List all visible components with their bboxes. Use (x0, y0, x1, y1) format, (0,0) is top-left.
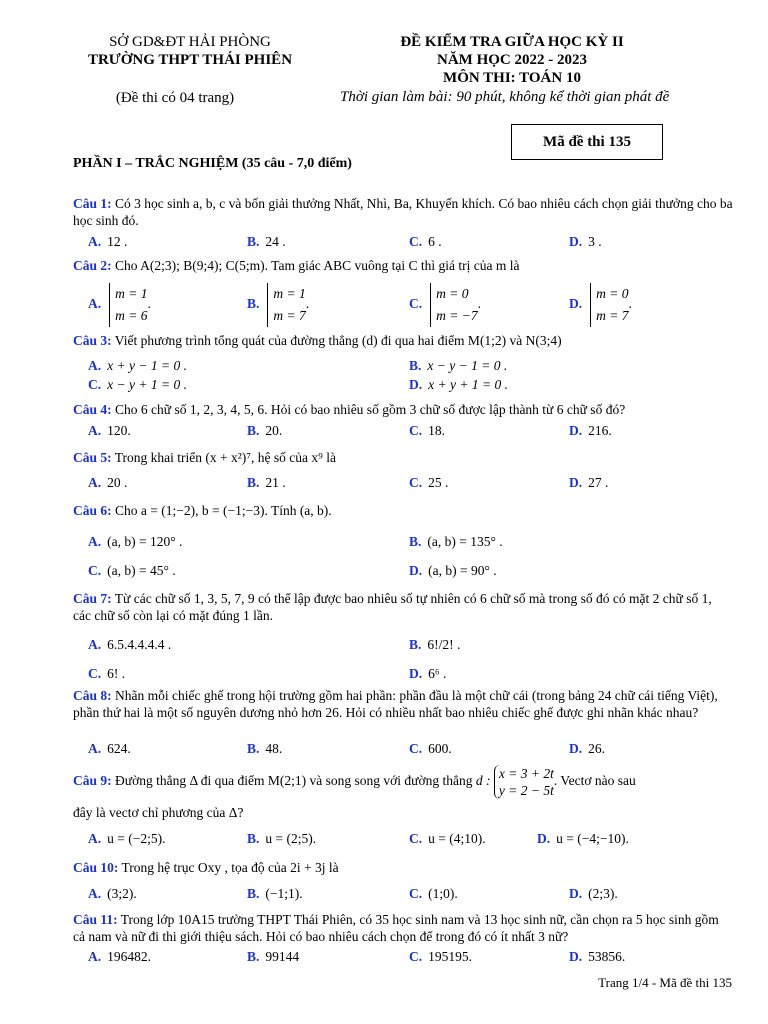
q4-option-b: B. 20. (247, 423, 283, 438)
question-9-line2: đây là vectơ chỉ phương của Δ? (73, 805, 244, 820)
question-text: Trong lớp 10A15 trường THPT Thái Phiên, có 35 học sinh nam và 13 học sinh nữ, cần chọn ra 5 học sinh gồm cả nam và nữ đi thi giới thiệu sách. Hỏi có bao nhiêu cách chọn để trong đó có ít nhất 3 nữ? (73, 912, 719, 944)
q2-option-b: B. m = 1 m = 7 . (247, 283, 309, 327)
q2-option-a: A. m = 1 m = 6 . (88, 283, 151, 327)
q5-option-c: C. 25 . (409, 475, 449, 490)
q6-option-b: B. (a, b) = 135° . (409, 534, 503, 549)
school-year: NĂM HỌC 2022 - 2023 (437, 52, 587, 68)
q9-option-d: D. u = (−4;−10). (537, 831, 629, 846)
q11-option-d: D. 53856. (569, 949, 626, 964)
question-2: Câu 2: Cho A(2;3); B(9;4); C(5;m). Tam giác ABC vuông tại C thì giá trị của m là (73, 258, 520, 273)
question-1: Câu 1: Có 3 học sinh a, b, c và bốn giải thưởng Nhất, Nhì, Ba, Khuyến khích. Có bao nhiêu cách chọn giải thưởng cho ba học sinh đó. (73, 196, 733, 228)
subject-title: MÔN THI: TOÁN 10 (443, 70, 581, 86)
q6-option-c: C. (a, b) = 45° . (88, 563, 176, 578)
question-text: Cho 6 chữ số 1, 2, 3, 4, 5, 6. Hỏi có bao nhiêu số gồm 3 chữ số được lập thành từ 6 chữ số đó? (115, 402, 626, 417)
q4-option-a: A. 120. (88, 423, 131, 438)
q11-option-c: C. 195195. (409, 949, 472, 964)
q4-option-d: D. 216. (569, 423, 612, 438)
q1-option-c: C. 6 . (409, 234, 442, 249)
question-4: Câu 4: Cho 6 chữ số 1, 2, 3, 4, 5, 6. Hỏi có bao nhiêu số gồm 3 chữ số được lập thành từ 6 chữ số đó? (73, 402, 626, 417)
question-text: Nhãn mỗi chiếc ghế trong hội trường gồm hai phần: phần đầu là một chữ cái (trong bảng 24 chữ cái tiếng Việt), phần thứ hai là một số nguyên dương nhỏ hơn 26. Hỏi có nhiều nhất bao nhiêu chiếc ghế được ghi nhãn khác nhau? (73, 688, 718, 720)
q10-option-a: A. (3;2). (88, 886, 137, 901)
q10-option-b: B. (−1;1). (247, 886, 303, 901)
exam-title: ĐỀ KIỂM TRA GIỮA HỌC KỲ II (400, 34, 624, 50)
section-title: PHẦN I – TRẮC NGHIỆM (35 câu - 7,0 điểm) (73, 156, 352, 171)
question-text: Từ các chữ số 1, 3, 5, 7, 9 có thể lập được bao nhiêu số tự nhiên có 6 chữ số mà trong số đó có mặt 2 chữ số 1, các chữ số còn lại có mặt đúng 1 lần. (73, 591, 712, 623)
question-10: Câu 10: Trong hệ trục Oxy , tọa độ của 2i + 3j là (73, 860, 339, 875)
q9-option-b: B. u = (2;5). (247, 831, 317, 846)
q8-option-d: D. 26. (569, 741, 605, 756)
time-note: Thời gian làm bài: 90 phút, không kể thời gian phát đề (340, 89, 670, 105)
school-name: TRƯỜNG THPT THÁI PHIÊN (87, 52, 293, 68)
q3-option-b: B. x − y − 1 = 0 . (409, 358, 508, 373)
q2-option-c: C. m = 0 m = −7 . (409, 283, 481, 327)
q8-option-a: A. 624. (88, 741, 131, 756)
q9-option-c: C. u = (4;10). (409, 831, 486, 846)
exam-code: Mã đề thi 135 (543, 134, 631, 150)
q1-option-d: D. 3 . (569, 234, 602, 249)
question-text: Trong khai triển (x + x²)⁷, hệ số của x⁹ là (114, 450, 336, 465)
question-8: Câu 8: Nhãn mỗi chiếc ghế trong hội trường gồm hai phần: phần đầu là một chữ cái (trong bảng 24 chữ cái tiếng Việt), phần thứ hai là một số nguyên dương nhỏ hơn 26. Hỏi có nhiều nhất bao nhiêu chiếc ghế được ghi nhãn khác nhau? (73, 688, 718, 720)
q3-option-d: D. x + y + 1 = 0 . (409, 377, 508, 392)
question-text: Đường thẳng Δ đi qua điểm M(2;1) và song song với đường thẳng (115, 773, 473, 789)
q8-option-b: B. 48. (247, 741, 283, 756)
q5-option-b: B. 21 . (247, 475, 286, 490)
question-text: Cho A(2;3); B(9;4); C(5;m). Tam giác ABC vuông tại C thì giá trị của m là (115, 258, 520, 273)
q7-option-d: D. 6⁶ . (409, 666, 447, 681)
q5-option-d: D. 27 . (569, 475, 609, 490)
question-9: Câu 9: Đường thẳng Δ đi qua điểm M(2;1) và song song với đường thẳng d : x = 3 + 2t y = 2 − 5t . Vectơ nào sau (73, 766, 636, 798)
question-text: Cho a = (1;−2), b = (−1;−3). Tính (a, b). (115, 503, 332, 518)
q7-option-b: B. 6!/2! . (409, 637, 461, 652)
page-footer: Trang 1/4 - Mã đề thi 135 (598, 975, 732, 990)
q6-option-a: A. (a, b) = 120° . (88, 534, 183, 549)
q3-option-a: A. x + y − 1 = 0 . (88, 358, 187, 373)
question-text: Có 3 học sinh a, b, c và bốn giải thưởng Nhất, Nhì, Ba, Khuyến khích. Có bao nhiêu cách chọn giải thưởng cho ba học sinh đó. (73, 196, 733, 228)
q7-option-a: A. 6.5.4.4.4.4 . (88, 637, 172, 652)
q7-option-c: C. 6! . (88, 666, 126, 681)
q6-option-d: D. (a, b) = 90° . (409, 563, 497, 578)
question-6: Câu 6: Cho a = (1;−2), b = (−1;−3). Tính (a, b). (73, 503, 332, 518)
q9-option-a: A. u = (−2;5). (88, 831, 166, 846)
q3-option-c: C. x − y + 1 = 0 . (88, 377, 187, 392)
question-text: Viết phương trình tổng quát của đường thẳng (d) đi qua hai điểm M(1;2) và N(3;4) (114, 333, 562, 348)
exam-code-box (511, 124, 663, 160)
question-text: Trong hệ trục Oxy , tọa độ của 2i + 3j là (121, 860, 339, 875)
question-3: Câu 3: Viết phương trình tổng quát của đường thẳng (d) đi qua hai điểm M(1;2) và N(3;4) (73, 333, 562, 348)
q2-option-d: D. m = 0 m = 7 . (569, 283, 632, 327)
q10-option-d: D. (2;3). (569, 886, 618, 901)
pages-note: (Đề thi có 04 trang) (115, 90, 235, 106)
q11-option-a: A. 196482. (88, 949, 151, 964)
q11-option-b: B. 99144 (247, 949, 300, 964)
q5-option-a: A. 20 . (88, 475, 128, 490)
question-5: Câu 5: Trong khai triển (x + x²)⁷, hệ số của x⁹ là (73, 450, 336, 465)
q10-option-c: C. (1;0). (409, 886, 458, 901)
question-11: Câu 11: Trong lớp 10A15 trường THPT Thái Phiên, có 35 học sinh nam và 13 học sinh nữ, cần chọn ra 5 học sinh gồm cả nam và nữ đi thi giới thiệu sách. Hỏi có bao nhiêu cách chọn để trong đó có ít nhất 3 nữ? (73, 912, 719, 944)
question-7: Câu 7: Từ các chữ số 1, 3, 5, 7, 9 có thể lập được bao nhiêu số tự nhiên có 6 chữ số mà trong số đó có mặt 2 chữ số 1, các chữ số còn lại có mặt đúng 1 lần. (73, 591, 712, 623)
q1-option-b: B. 24 . (247, 234, 286, 249)
q1-option-a: A. 12 . (88, 234, 128, 249)
q4-option-c: C. 18. (409, 423, 445, 438)
department-name: SỞ GD&ĐT HẢI PHÒNG (109, 34, 271, 50)
q8-option-c: C. 600. (409, 741, 452, 756)
